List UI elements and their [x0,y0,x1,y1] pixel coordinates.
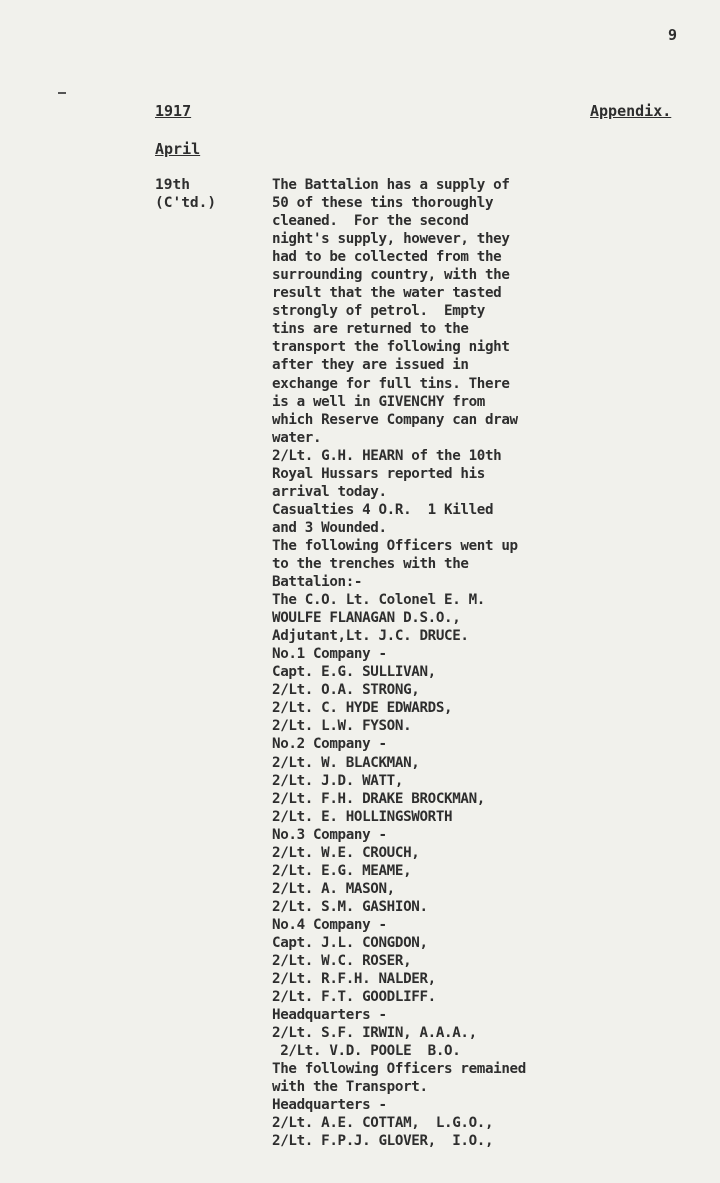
entry-continued-note: (C'td.) [155,195,217,211]
entry-line: Headquarters - [272,1097,387,1114]
entry-line: 2/Lt. F.T. GOODLIFF. [272,989,436,1006]
entry-line: 50 of these tins thoroughly [272,195,494,212]
entry-line: is a well in GIVENCHY from [272,393,485,410]
entry-line: with the Transport. [272,1079,428,1096]
entry-line: arrival today. [272,483,387,500]
entry-line: after they are issued in [272,357,469,374]
entry-line: exchange for full tins. There [272,375,510,392]
entry-line: No.2 Company - [272,736,387,753]
entry-line: 2/Lt. G.H. HEARN of the 10th [272,447,502,464]
entry-line: to the trenches with the [272,555,469,572]
year-heading: 1917 [155,102,192,120]
entry-line: 2/Lt. R.F.H. NALDER, [272,971,436,988]
entry-line: 2/Lt. V.D. POOLE B.O. [272,1043,461,1060]
entry-line: 2/Lt. A. MASON, [272,880,395,897]
entry-line: 2/Lt. O.A. STRONG, [272,682,420,699]
entry-line: Adjutant,Lt. J.C. DRUCE. [272,628,469,645]
entry-line: 2/Lt. A.E. COTTAM, L.G.O., [272,1115,494,1132]
entry-body-text [272,176,712,1151]
entry-line: The following Officers remained [272,1061,526,1078]
entry-line: 2/Lt. E.G. MEAME, [272,862,412,879]
entry-line: No.3 Company - [272,826,387,843]
entry-line: 2/Lt. F.H. DRAKE BROCKMAN, [272,790,485,807]
entry-line: 2/Lt. S.M. GASHION. [272,898,428,915]
entry-line: Battalion:- [272,574,363,591]
entry-line: WOULFE FLANAGAN D.S.O., [272,610,461,627]
entry-date: 19th [155,177,190,193]
entry-line: Headquarters - [272,1007,387,1024]
entry-line: and 3 Wounded. [272,519,387,536]
entry-line: The C.O. Lt. Colonel E. M. [272,592,485,609]
entry-line: night's supply, however, they [272,231,510,248]
entry-line: 2/Lt. W.E. CROUCH, [272,844,420,861]
entry-line: 2/Lt. C. HYDE EDWARDS, [272,700,453,717]
entry-line: No.1 Company - [272,646,387,663]
entry-line: Royal Hussars reported his [272,465,485,482]
page-number: 9 [668,26,678,44]
entry-line: 2/Lt. F.P.J. GLOVER, I.O., [272,1133,494,1150]
entry-line: 2/Lt. W. BLACKMAN, [272,754,420,771]
entry-line: had to be collected from the [272,249,502,266]
entry-line: Casualties 4 O.R. 1 Killed [272,501,494,518]
entry-line: cleaned. For the second [272,213,469,230]
entry-line: strongly of petrol. Empty [272,303,485,320]
entry-line: The Battalion has a supply of [272,177,510,193]
appendix-label: Appendix. [590,102,672,120]
entry-line: transport the following night [272,339,510,356]
entry-line: 2/Lt. E. HOLLINGSWORTH [272,808,453,825]
entry-line: surrounding country, with the [272,267,510,284]
month-heading: April [155,140,201,158]
entry-line: result that the water tasted [272,285,502,302]
entry-line: Capt. E.G. SULLIVAN, [272,664,436,681]
entry-line: 2/Lt. L.W. FYSON. [272,718,412,735]
entry-line: 2/Lt. W.C. ROSER, [272,953,412,970]
entry-line: No.4 Company - [272,916,387,933]
entry-line: 2/Lt. S.F. IRWIN, A.A.A., [272,1025,477,1042]
entry-line: tins are returned to the [272,321,469,338]
entry-line: The following Officers went up [272,537,518,554]
entry-line: which Reserve Company can draw [272,411,518,428]
entry-line: water. [272,429,322,446]
appendix-heading [590,102,671,120]
stray-ink-mark [58,92,66,94]
entry-line: 2/Lt. J.D. WATT, [272,772,404,789]
entry-line: Capt. J.L. CONGDON, [272,934,428,951]
entry-date-column [155,176,216,212]
